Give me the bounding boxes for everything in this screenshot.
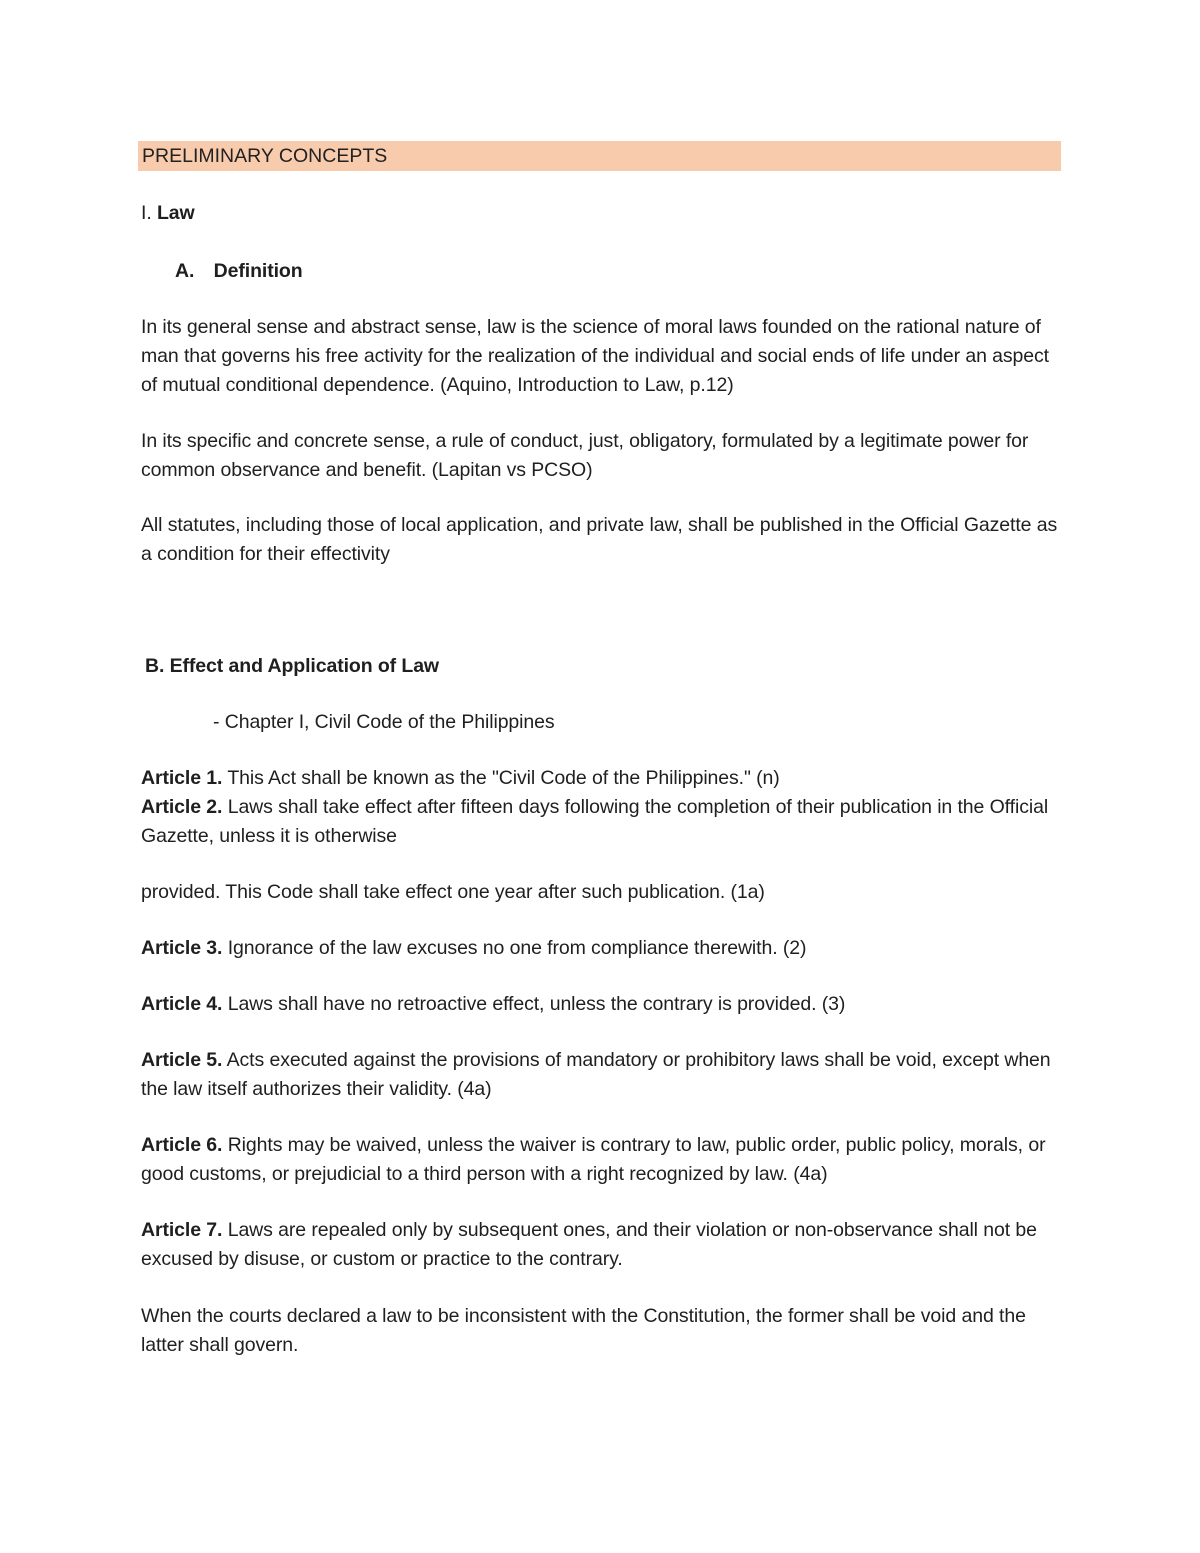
article-label: Article 2. [141, 796, 223, 818]
subsection-a-title: Definition [213, 260, 303, 282]
part-numeral: I. [141, 202, 152, 224]
definition-paragraph-specific: In its specific and concrete sense, a rule of conduct, just, obligatory, formulated by a legitimate power for common observance and benefit. (Lapitan vs PCSO) [141, 430, 1029, 481]
article-2 [141, 793, 1066, 851]
article-text: Rights may be waived, unless the waiver is contrary to law, public order, public policy, morals, or good customs, or prejudicial to a third person with a right recognized by law. (4a) [141, 1134, 1046, 1185]
part-title: Law [156, 202, 195, 224]
article-text: Laws are repealed only by subsequent ones, and their violation or non-observance shall not be excused by disuse, or custom or practice to the contrary. [141, 1219, 1037, 1270]
subsection-b-subtitle: - Chapter I, Civil Code of the Philippines [213, 711, 555, 733]
section-title: PRELIMINARY CONCEPTS [142, 145, 388, 167]
article-text: This Act shall be known as the "Civil Code of the Philippines." (n) [222, 767, 780, 789]
part-heading [141, 199, 1066, 228]
subsection-b-heading: B. Effect and Application of Law [145, 655, 440, 677]
article-3 [141, 934, 1066, 963]
closing-paragraph: When the courts declared a law to be inconsistent with the Constitution, the former shall be void and the latter shall govern. [141, 1305, 1026, 1356]
article-label: Article 7. [141, 1219, 223, 1241]
article-text: Laws shall take effect after fifteen days following the completion of their publication in the Official Gazette, unless it is otherwise [141, 796, 1049, 847]
article-1 [141, 764, 1066, 793]
subsection-a-heading [175, 257, 1100, 286]
article-4 [141, 990, 1066, 1019]
publication-paragraph: All statutes, including those of local application, and private law, shall be published in the Official Gazette as a condition for their effectivity [141, 514, 1058, 565]
section-title-bar [138, 141, 1061, 171]
article-text: provided. This Code shall take effect one year after such publication. (1a) [141, 881, 765, 903]
article-2-continuation [141, 878, 1066, 907]
definition-paragraph-general: In its general sense and abstract sense, law is the science of moral laws founded on the rational nature of man that governs his free activity for the realization of the individual and social ends of life under an aspect of mutual conditional dependence. (Aquino, Introduction to Law, p.12) [141, 316, 1049, 396]
article-6 [141, 1131, 1066, 1189]
article-text: Acts executed against the provisions of mandatory or prohibitory laws shall be void, except when the law itself authorizes their validity. (4a) [141, 1049, 1051, 1100]
article-text: Ignorance of the law excuses no one from compliance therewith. (2) [222, 937, 807, 959]
subsection-a-letter: A. [175, 260, 195, 282]
article-text: Laws shall have no retroactive effect, unless the contrary is provided. (3) [222, 993, 846, 1015]
article-label: Article 4. [141, 993, 223, 1015]
article-label: Article 1. [141, 767, 223, 789]
article-label: Article 3. [141, 937, 223, 959]
article-5 [141, 1046, 1066, 1104]
article-7 [141, 1216, 1066, 1274]
article-label: Article 5. [141, 1049, 223, 1071]
article-label: Article 6. [141, 1134, 223, 1156]
